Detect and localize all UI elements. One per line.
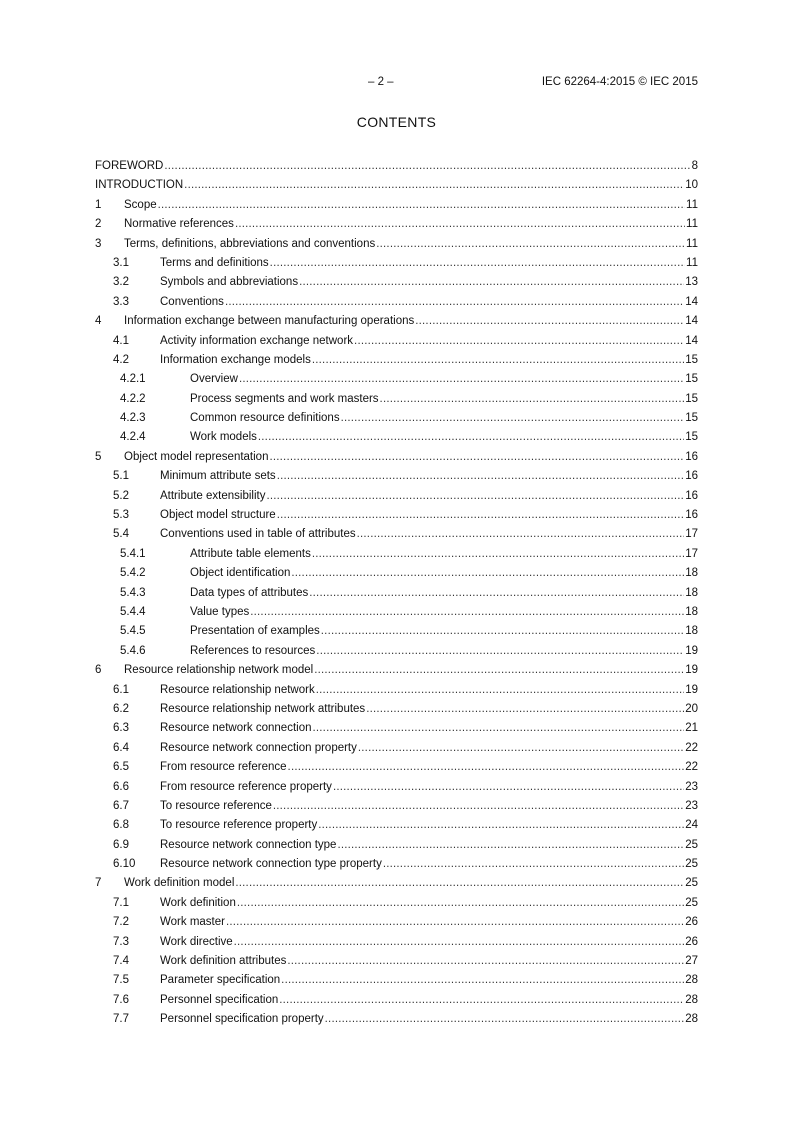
toc-entry-title: Conventions used in table of attributes bbox=[160, 528, 356, 541]
toc-entry[interactable] bbox=[95, 564, 698, 583]
toc-leader-dots bbox=[321, 622, 684, 641]
toc-leader-dots bbox=[269, 448, 684, 467]
toc-leader-dots bbox=[239, 370, 684, 389]
toc-entry-title: Symbols and abbreviations bbox=[160, 276, 299, 289]
toc-leader-dots bbox=[312, 351, 684, 370]
toc-entry[interactable] bbox=[95, 390, 698, 409]
toc-entry-page: 28 bbox=[685, 974, 698, 987]
toc-leader-dots bbox=[164, 157, 690, 176]
toc-entry-title: Process segments and work masters bbox=[190, 392, 379, 405]
toc-entry-number: 6.10 bbox=[113, 858, 136, 871]
toc-entry-page: 11 bbox=[686, 218, 698, 231]
page-header bbox=[95, 76, 698, 92]
toc-entry-page: 21 bbox=[685, 722, 698, 735]
toc-leader-dots bbox=[273, 797, 684, 816]
toc-entry-title: Resource network connection property bbox=[160, 741, 357, 754]
toc-entry-title: Resource relationship network attributes bbox=[160, 702, 366, 715]
toc-entry-title: Work definition bbox=[160, 896, 236, 909]
toc-entry-number: 5.4.3 bbox=[120, 586, 146, 599]
toc-entry[interactable] bbox=[95, 467, 698, 486]
toc-entry-page: 11 bbox=[686, 237, 698, 250]
toc-entry-number: 6.3 bbox=[113, 722, 129, 735]
toc-entry-title: Value types bbox=[190, 605, 250, 618]
toc-entry-title: Work master bbox=[160, 916, 225, 929]
toc-entry[interactable] bbox=[95, 933, 698, 952]
toc-entry-number: 6.2 bbox=[113, 702, 129, 715]
toc-entry-number: 4.1 bbox=[113, 334, 129, 347]
toc-entry[interactable] bbox=[95, 448, 698, 467]
toc-leader-dots bbox=[354, 332, 684, 351]
toc-entry[interactable] bbox=[95, 506, 698, 525]
toc-leader-dots bbox=[325, 1010, 685, 1029]
toc-entry-title: Terms and definitions bbox=[160, 256, 269, 269]
toc-entry-page: 18 bbox=[685, 625, 698, 638]
toc-entry-page: 23 bbox=[685, 799, 698, 812]
toc-entry[interactable] bbox=[95, 487, 698, 506]
table-of-contents bbox=[95, 157, 698, 1030]
toc-entry-page: 22 bbox=[685, 761, 698, 774]
toc-leader-dots bbox=[309, 584, 684, 603]
toc-entry-number: 4 bbox=[95, 315, 102, 328]
toc-entry[interactable] bbox=[95, 545, 698, 564]
toc-entry-title: Resource network connection bbox=[160, 722, 312, 735]
toc-leader-dots bbox=[358, 739, 684, 758]
toc-entry-page: 26 bbox=[685, 935, 698, 948]
toc-leader-dots bbox=[299, 273, 684, 292]
toc-leader-dots bbox=[250, 603, 684, 622]
toc-entry[interactable] bbox=[95, 739, 698, 758]
toc-entry-number: 2 bbox=[95, 218, 102, 231]
toc-entry-page: 15 bbox=[685, 353, 698, 366]
toc-entry-title: Minimum attribute sets bbox=[160, 470, 276, 483]
toc-entry-number: 3.1 bbox=[113, 256, 129, 269]
toc-entry-number: 1 bbox=[95, 198, 102, 211]
toc-entry[interactable] bbox=[95, 874, 698, 893]
toc-entry-page: 19 bbox=[685, 664, 698, 677]
toc-entry[interactable] bbox=[95, 603, 698, 622]
toc-entry-page: 18 bbox=[685, 605, 698, 618]
toc-entry-title: Information exchange models bbox=[160, 353, 311, 366]
toc-entry-page: 25 bbox=[685, 877, 698, 890]
toc-leader-dots bbox=[291, 564, 684, 583]
toc-entry-number: 5.2 bbox=[113, 489, 129, 502]
toc-entry[interactable] bbox=[95, 836, 698, 855]
toc-entry-page: 22 bbox=[685, 741, 698, 754]
toc-entry-number: 5.1 bbox=[113, 470, 129, 483]
toc-entry-number: 7.6 bbox=[113, 993, 129, 1006]
toc-entry-number: 7.2 bbox=[113, 916, 129, 929]
toc-leader-dots bbox=[235, 215, 685, 234]
toc-entry-number: 6.8 bbox=[113, 819, 129, 832]
toc-entry-page: 17 bbox=[685, 547, 698, 560]
toc-leader-dots bbox=[313, 719, 685, 738]
toc-entry-number: 3.2 bbox=[113, 276, 129, 289]
toc-entry-page: 26 bbox=[685, 916, 698, 929]
toc-leader-dots bbox=[376, 235, 685, 254]
toc-entry[interactable] bbox=[95, 700, 698, 719]
toc-entry[interactable] bbox=[95, 894, 698, 913]
toc-entry[interactable] bbox=[95, 428, 698, 447]
toc-leader-dots bbox=[158, 196, 685, 215]
toc-leader-dots bbox=[341, 409, 685, 428]
toc-entry-title: INTRODUCTION bbox=[95, 179, 184, 192]
toc-entry-title: Conventions bbox=[160, 295, 224, 308]
toc-entry-title: To resource reference property bbox=[160, 819, 318, 832]
toc-entry[interactable] bbox=[95, 196, 698, 215]
toc-entry-number: 6.4 bbox=[113, 741, 129, 754]
toc-leader-dots bbox=[184, 176, 684, 195]
toc-entry-number: 5.3 bbox=[113, 509, 129, 522]
toc-leader-dots bbox=[316, 681, 685, 700]
toc-entry-title: Resource network connection type bbox=[160, 838, 337, 851]
toc-entry-title: Personnel specification property bbox=[160, 1013, 324, 1026]
toc-entry-number: 3.3 bbox=[113, 295, 129, 308]
toc-leader-dots bbox=[383, 855, 684, 874]
toc-entry-title: Object model structure bbox=[160, 509, 276, 522]
toc-entry[interactable] bbox=[95, 991, 698, 1010]
toc-entry-number: 4.2.3 bbox=[120, 412, 146, 425]
toc-entry-title: Object model representation bbox=[124, 450, 269, 463]
toc-entry-title: Work directive bbox=[160, 935, 233, 948]
toc-entry-title: Work definition model bbox=[124, 877, 235, 890]
toc-entry-number: 5.4.2 bbox=[120, 567, 146, 580]
toc-leader-dots bbox=[279, 991, 684, 1010]
toc-leader-dots bbox=[237, 894, 684, 913]
toc-entry[interactable] bbox=[95, 312, 698, 331]
toc-entry-title: Work definition attributes bbox=[160, 955, 287, 968]
toc-entry-title: Attribute table elements bbox=[190, 547, 311, 560]
toc-leader-dots bbox=[281, 971, 684, 990]
toc-entry-page: 14 bbox=[685, 295, 698, 308]
toc-entry-title: Personnel specification bbox=[160, 993, 279, 1006]
toc-entry[interactable] bbox=[95, 332, 698, 351]
toc-leader-dots bbox=[337, 836, 684, 855]
toc-entry-page: 28 bbox=[685, 993, 698, 1006]
toc-entry-title: Common resource definitions bbox=[190, 412, 340, 425]
toc-entry[interactable] bbox=[95, 758, 698, 777]
toc-entry-title: Resource relationship network model bbox=[124, 664, 314, 677]
toc-leader-dots bbox=[288, 758, 685, 777]
toc-entry[interactable] bbox=[95, 719, 698, 738]
toc-entry[interactable] bbox=[95, 351, 698, 370]
toc-leader-dots bbox=[258, 428, 684, 447]
toc-entry-number: 7 bbox=[95, 877, 102, 890]
toc-leader-dots bbox=[234, 933, 685, 952]
toc-entry-number: 6.7 bbox=[113, 799, 129, 812]
toc-entry-page: 28 bbox=[685, 1013, 698, 1026]
toc-entry[interactable] bbox=[95, 157, 698, 176]
toc-entry-page: 10 bbox=[685, 179, 698, 192]
toc-entry-number: 7.3 bbox=[113, 935, 129, 948]
toc-entry-page: 17 bbox=[685, 528, 698, 541]
toc-entry-number: 5.4 bbox=[113, 528, 129, 541]
toc-entry[interactable] bbox=[95, 1010, 698, 1029]
toc-leader-dots bbox=[316, 642, 684, 661]
toc-entry-title: From resource reference property bbox=[160, 780, 332, 793]
toc-entry-title: Information exchange between manufacturing operations bbox=[124, 315, 415, 328]
toc-entry[interactable] bbox=[95, 622, 698, 641]
toc-entry-page: 15 bbox=[685, 412, 698, 425]
toc-entry-title: FOREWORD bbox=[95, 160, 164, 172]
toc-entry-page: 16 bbox=[685, 450, 698, 463]
toc-entry-number: 5 bbox=[95, 450, 102, 463]
toc-entry-title: Scope bbox=[124, 198, 157, 211]
toc-entry[interactable] bbox=[95, 370, 698, 389]
toc-entry-page: 20 bbox=[685, 702, 698, 715]
toc-entry-number: 6.9 bbox=[113, 838, 129, 851]
toc-entry-title: Resource relationship network bbox=[160, 683, 315, 696]
page-number: – 2 – bbox=[368, 76, 394, 88]
toc-entry-title: Data types of attributes bbox=[190, 586, 309, 599]
toc-entry-page: 11 bbox=[686, 256, 698, 269]
toc-entry[interactable] bbox=[95, 971, 698, 990]
toc-entry[interactable] bbox=[95, 855, 698, 874]
toc-entry-title: Parameter specification bbox=[160, 974, 281, 987]
toc-entry-title: Overview bbox=[190, 373, 238, 386]
toc-leader-dots bbox=[277, 506, 685, 525]
toc-entry-page: 14 bbox=[685, 315, 698, 328]
toc-entry-page: 16 bbox=[685, 470, 698, 483]
toc-entry-title: References to resources bbox=[190, 644, 316, 657]
toc-entry-number: 5.4.5 bbox=[120, 625, 146, 638]
toc-entry-page: 23 bbox=[685, 780, 698, 793]
toc-entry-number: 6.6 bbox=[113, 780, 129, 793]
toc-leader-dots bbox=[380, 390, 685, 409]
toc-entry-page: 18 bbox=[685, 586, 698, 599]
toc-entry-page: 15 bbox=[685, 373, 698, 386]
toc-entry[interactable] bbox=[95, 525, 698, 544]
toc-entry-number: 5.4.1 bbox=[120, 547, 146, 560]
toc-leader-dots bbox=[287, 952, 684, 971]
toc-entry-page: 19 bbox=[685, 644, 698, 657]
toc-entry-number: 6.1 bbox=[113, 683, 129, 696]
toc-entry-page: 16 bbox=[685, 489, 698, 502]
toc-entry-title: Work models bbox=[190, 431, 257, 444]
document-identifier: IEC 62264-4:2015 © IEC 2015 bbox=[541, 76, 698, 88]
toc-leader-dots bbox=[270, 254, 685, 273]
toc-entry[interactable] bbox=[95, 409, 698, 428]
toc-entry-page: 11 bbox=[686, 198, 698, 211]
toc-entry-page: 15 bbox=[685, 392, 698, 405]
toc-entry[interactable] bbox=[95, 254, 698, 273]
toc-entry-page: 14 bbox=[685, 334, 698, 347]
toc-entry-page: 16 bbox=[685, 509, 698, 522]
toc-entry[interactable] bbox=[95, 215, 698, 234]
toc-leader-dots bbox=[266, 487, 684, 506]
toc-entry[interactable] bbox=[95, 293, 698, 312]
toc-entry-number: 7.1 bbox=[113, 896, 129, 909]
toc-entry-number: 7.4 bbox=[113, 955, 129, 968]
toc-entry-title: From resource reference bbox=[160, 761, 287, 774]
toc-entry-number: 5.4.6 bbox=[120, 644, 146, 657]
toc-entry-number: 4.2 bbox=[113, 353, 129, 366]
toc-entry-title: Resource network connection type property bbox=[160, 858, 382, 871]
toc-leader-dots bbox=[235, 874, 684, 893]
toc-leader-dots bbox=[277, 467, 685, 486]
toc-leader-dots bbox=[314, 661, 684, 680]
toc-entry-title: Presentation of examples bbox=[190, 625, 320, 638]
toc-entry-title: Activity information exchange network bbox=[160, 334, 354, 347]
toc-entry-page: 15 bbox=[685, 431, 698, 444]
toc-entry-page: 25 bbox=[685, 896, 698, 909]
toc-leader-dots bbox=[415, 312, 684, 331]
toc-leader-dots bbox=[366, 700, 684, 719]
toc-entry-page: 8 bbox=[691, 160, 698, 172]
toc-entry-page: 24 bbox=[685, 819, 698, 832]
toc-entry-page: 27 bbox=[685, 955, 698, 968]
toc-entry-number: 5.4.4 bbox=[120, 605, 146, 618]
toc-entry[interactable] bbox=[95, 235, 698, 254]
toc-entry[interactable] bbox=[95, 642, 698, 661]
toc-entry[interactable] bbox=[95, 681, 698, 700]
toc-entry-title: Normative references bbox=[124, 218, 234, 231]
toc-entry-title: Attribute extensibility bbox=[160, 489, 266, 502]
toc-entry-number: 4.2.2 bbox=[120, 392, 146, 405]
toc-entry-title: To resource reference bbox=[160, 799, 272, 812]
page-title: CONTENTS bbox=[356, 114, 437, 130]
toc-entry[interactable] bbox=[95, 176, 698, 195]
toc-leader-dots bbox=[226, 913, 684, 932]
toc-entry-page: 13 bbox=[685, 276, 698, 289]
toc-entry-page: 18 bbox=[685, 567, 698, 580]
toc-entry[interactable] bbox=[95, 661, 698, 680]
toc-leader-dots bbox=[225, 293, 684, 312]
toc-entry-page: 25 bbox=[685, 838, 698, 851]
toc-entry-number: 7.7 bbox=[113, 1013, 129, 1026]
toc-entry[interactable] bbox=[95, 816, 698, 835]
toc-entry-number: 6 bbox=[95, 664, 102, 677]
toc-entry-number: 4.2.4 bbox=[120, 431, 146, 444]
toc-entry[interactable] bbox=[95, 952, 698, 971]
toc-entry[interactable] bbox=[95, 584, 698, 603]
toc-entry[interactable] bbox=[95, 913, 698, 932]
toc-leader-dots bbox=[312, 545, 684, 564]
toc-leader-dots bbox=[357, 525, 685, 544]
toc-entry-number: 6.5 bbox=[113, 761, 129, 774]
toc-leader-dots bbox=[333, 778, 684, 797]
toc-entry-number: 4.2.1 bbox=[120, 373, 146, 386]
toc-entry-title: Object identification bbox=[190, 567, 291, 580]
toc-entry[interactable] bbox=[95, 273, 698, 292]
toc-leader-dots bbox=[318, 816, 684, 835]
toc-entry-number: 3 bbox=[95, 237, 102, 250]
toc-entry[interactable] bbox=[95, 778, 698, 797]
toc-entry-number: 7.5 bbox=[113, 974, 129, 987]
toc-entry-page: 25 bbox=[685, 858, 698, 871]
toc-entry[interactable] bbox=[95, 797, 698, 816]
toc-entry-title: Terms, definitions, abbreviations and conventions bbox=[124, 237, 376, 250]
toc-entry-page: 19 bbox=[685, 683, 698, 696]
